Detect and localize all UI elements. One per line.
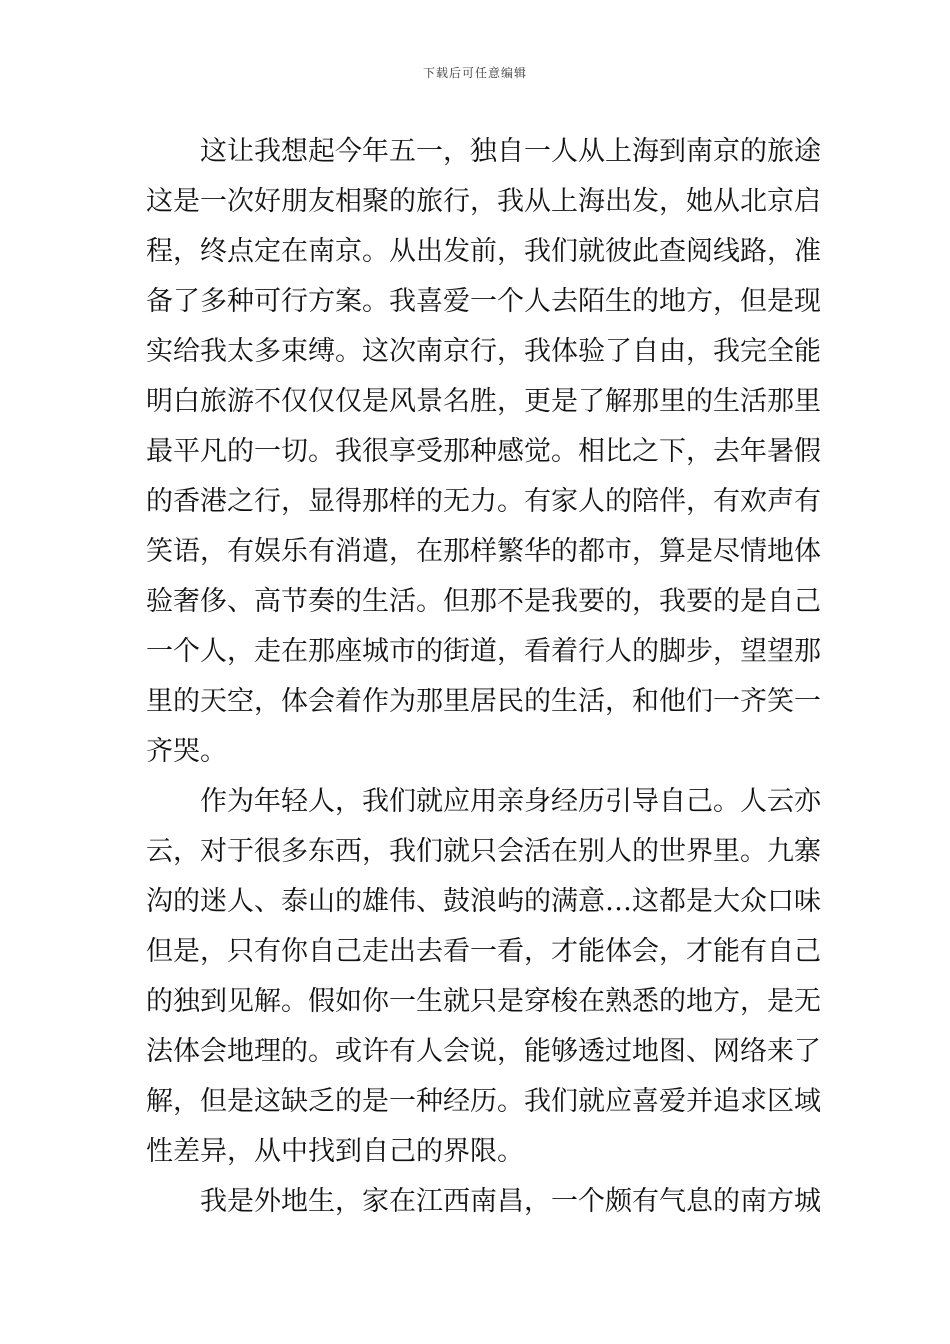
text-line: 的香港之行，显得那样的无力。有家人的陪伴，有欢声有: [146, 486, 821, 517]
text-line: 解，但是这缺乏的是一种经历。我们就应喜爱并追求区域: [146, 1086, 821, 1117]
text-line: 最平凡的一切。我很享受那种感觉。相比之下，去年暑假: [146, 436, 821, 467]
text-line: 性差异，从中找到自己的界限。: [146, 1136, 524, 1167]
text-line: 备了多种可行方案。我喜爱一个人去陌生的地方，但是现: [146, 286, 821, 317]
text-line: 的独到见解。假如你一生就只是穿梭在熟悉的地方，是无: [146, 986, 821, 1017]
text-line: 验奢侈、高节奏的生活。但那不是我要的，我要的是自己: [146, 586, 821, 617]
text-line: 里的天空，体会着作为那里居民的生活，和他们一齐笑一: [146, 686, 821, 717]
text-line: 实给我太多束缚。这次南京行，我体验了自由，我完全能: [146, 336, 821, 367]
text-line: 但是，只有你自己走出去看一看，才能体会，才能有自己: [146, 936, 821, 967]
text-line: 沟的迷人、泰山的雄伟、鼓浪屿的满意…这都是大众口味: [146, 886, 821, 917]
text-line: 云，对于很多东西，我们就只会活在别人的世界里。九寨: [146, 836, 821, 867]
text-line: 我是外地生，家在江西南昌，一个颇有气息的南方城: [200, 1186, 821, 1217]
text-line: 笑语，有娱乐有消遣，在那样繁华的都市，算是尽情地体: [146, 536, 821, 567]
text-line: 明白旅游不仅仅仅是风景名胜，更是了解那里的生活那里: [146, 386, 821, 417]
text-line: 这让我想起今年五一，独自一人从上海到南京的旅途: [200, 136, 821, 167]
text-line: 齐哭。: [146, 736, 227, 767]
text-line: 作为年轻人，我们就应用亲身经历引导自己。人云亦: [200, 786, 821, 817]
text-line: 一个人，走在那座城市的街道，看着行人的脚步，望望那: [146, 636, 821, 667]
text-line: 这是一次好朋友相聚的旅行，我从上海出发，她从北京启: [146, 186, 821, 217]
text-line: 程，终点定在南京。从出发前，我们就彼此查阅线路，准: [146, 236, 821, 267]
text-line: 法体会地理的。或许有人会说，能够透过地图、网络来了: [146, 1036, 821, 1067]
page-header: 下载后可任意编辑: [422, 66, 527, 80]
